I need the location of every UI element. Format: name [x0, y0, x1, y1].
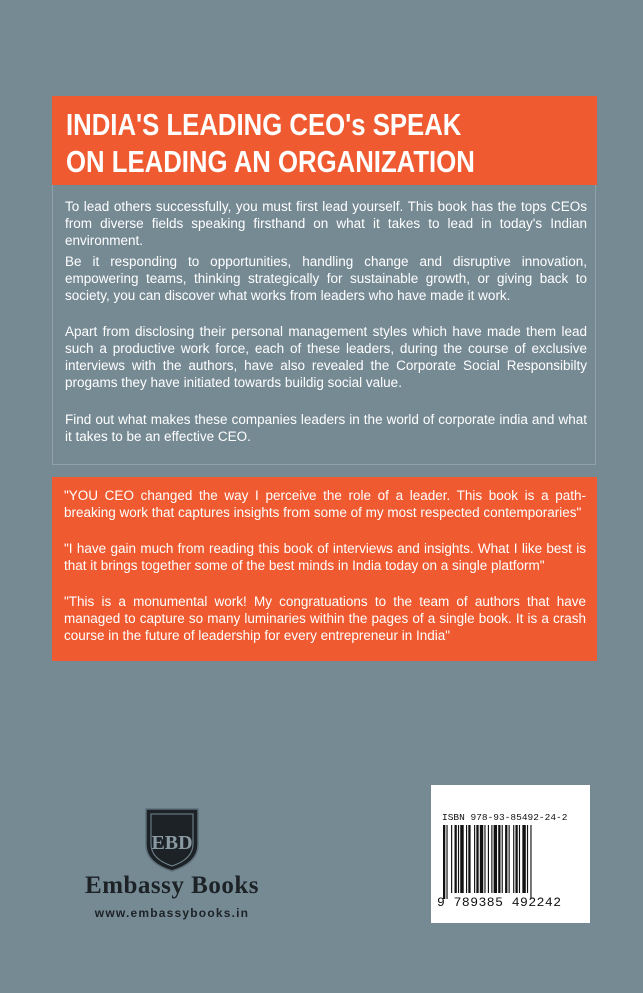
book-title-line-2: ON LEADING AN ORGANIZATION [66, 144, 475, 179]
ebd-crest-icon [62, 805, 282, 875]
publisher-logo [62, 805, 282, 925]
barcode-bar [491, 825, 492, 893]
book-title-line-1: INDIA'S LEADING CEO's SPEAK [66, 107, 462, 142]
title-band [52, 96, 597, 185]
ean-digits: 9 789385 492242 [437, 895, 562, 910]
praise-quote: "I have gain much from reading this book of interviews and insights. What I like best is that it brings together some of the best minds in India today on a single platform" [64, 541, 586, 573]
barcode-bar [443, 825, 445, 899]
description-box [52, 185, 596, 465]
barcode-bar [515, 825, 517, 893]
barcode-bar [513, 825, 514, 893]
barcode-icon [441, 825, 581, 899]
praise-quote: "This is a monumental work! My congratuations to the team of authors that have managed to capture so many luminaries within the pages of a single book. It is a crash course in the future of leadership for every entrepreneur in India" [64, 594, 586, 643]
barcode-bar [451, 825, 452, 893]
description-paragraph: Apart from disclosing their personal management styles which have made them lead such a productive work force, each of these leaders, during the course of exclusive interviews with the authors, have also revealed the Corporate Social Responsibilty progams they have initiated towards buildig social value. [65, 324, 587, 390]
barcode-bar [474, 825, 475, 893]
barcode-bar [466, 825, 467, 893]
description-paragraph: To lead others successfully, you must first lead yourself. This book has the tops CEOs from diverse fields speaking firsthand on what it takes to lead in today's Indian environment. [65, 199, 587, 248]
barcode-bar [527, 825, 528, 893]
barcode-bar [480, 825, 483, 893]
publisher-name: Embassy Books [85, 872, 259, 899]
barcode-bar [494, 825, 497, 893]
isbn-label: ISBN 978-93-85492-24-2 [442, 812, 568, 823]
publisher-url: www.embassybooks.in [94, 906, 250, 920]
description-paragraph: Find out what makes these companies leaders in the world of corporate india and what it takes to be an effective CEO. [65, 412, 587, 444]
barcode-bar [519, 825, 520, 893]
barcode-bar [502, 825, 503, 893]
crest-monogram: EBD [151, 832, 193, 854]
barcode-bar [460, 825, 463, 893]
barcode-bar [530, 825, 531, 899]
barcode-bar [505, 825, 507, 893]
barcode-bar [476, 825, 478, 893]
barcode-bar [498, 825, 500, 893]
barcode-box [431, 785, 590, 923]
description-paragraph: Be it responding to opportunities, handling change and disruptive innovation, empowering teams, thinking strategically for sustainable growth, or giving back to society, you can discover what works from leaders who have made it work. [65, 254, 587, 303]
barcode-bar [446, 825, 447, 899]
praise-band [52, 477, 597, 661]
barcode-bar [509, 825, 510, 893]
praise-quote: "YOU CEO changed the way I perceive the role of a leader. This book is a path-breaking work that captures insights from some of my most respected contemporaries" [64, 488, 586, 520]
barcode-bar [484, 825, 485, 893]
barcode-bar [488, 825, 489, 893]
barcode-bar [458, 825, 459, 893]
barcode-bar [522, 825, 525, 893]
barcode-bar [455, 825, 457, 893]
barcode-bar [468, 825, 470, 893]
